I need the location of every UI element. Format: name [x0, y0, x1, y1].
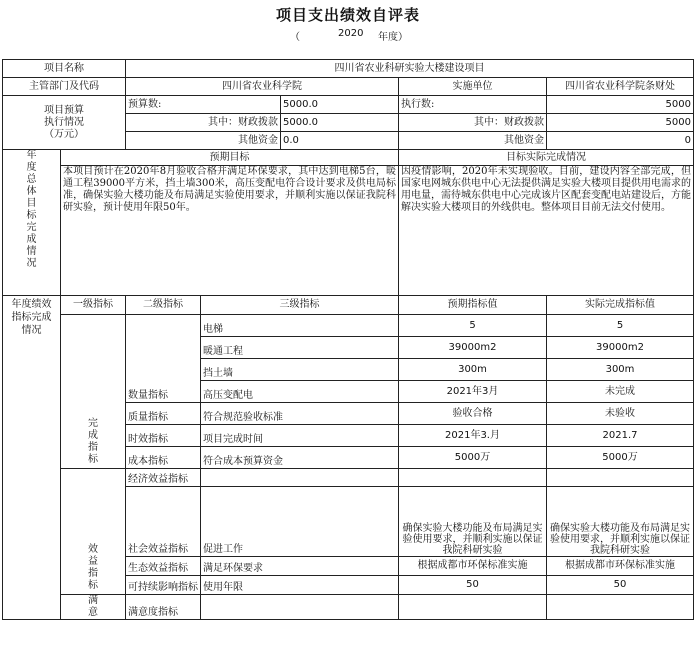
indicators-side-label: 年度绩效 指标完成 情况	[3, 296, 61, 620]
project-name-label: 项目名称	[3, 60, 126, 78]
expected-cell: 5	[399, 315, 547, 337]
level3-cell: 促进工作	[201, 487, 399, 557]
satisfaction-indicator-label: 满 意	[61, 595, 126, 620]
table-row	[3, 469, 694, 487]
fiscal-exec-label: 其中：财政拨款	[399, 114, 547, 132]
goals-text-row	[3, 166, 694, 296]
unit-value: 四川省农业科学院条财处	[547, 78, 694, 96]
budget-label-line-3: （万元）	[44, 128, 84, 140]
expected-cell: 300m	[399, 359, 547, 381]
fiscal-exec-value: 5000	[547, 114, 694, 132]
expected-cell: 50	[399, 576, 547, 595]
goals-header-row	[3, 150, 694, 166]
expected-cell: 验收合格	[399, 403, 547, 425]
dept-value: 四川省农业科学院	[126, 78, 399, 96]
level2-cell: 生态效益指标	[126, 557, 201, 576]
expected-cell	[399, 469, 547, 487]
actual-cell: 50	[547, 576, 694, 595]
budget-label: 预算数:	[126, 96, 281, 114]
level3-cell	[201, 469, 399, 487]
level3-cell: 符合规范验收标准	[201, 403, 399, 425]
self-evaluation-table	[2, 59, 694, 620]
budget-label-line-2: 执行情况	[44, 116, 84, 128]
actual-cell: 根据成都市环保标准实施	[547, 557, 694, 576]
actual-cell: 未验收	[547, 403, 694, 425]
other-exec-label: 其他资金	[399, 132, 547, 150]
other-budget-value: 0.0	[281, 132, 399, 150]
year-paren-open: （	[290, 32, 300, 43]
table-row	[3, 315, 694, 337]
table-row	[3, 595, 694, 620]
expected-cell: 根据成都市环保标准实施	[399, 557, 547, 576]
level3-cell: 电梯	[201, 315, 399, 337]
output-indicator-label: 完 成 指 标	[61, 315, 126, 469]
level3-cell	[201, 595, 399, 620]
col-actual: 实际完成指标值	[547, 296, 694, 315]
expected-cell: 2021年3.月	[399, 425, 547, 447]
level3-cell: 挡土墙	[201, 359, 399, 381]
benefit-indicator-label: 效 益 指 标	[61, 469, 126, 595]
actual-goal-text: 因疫情影响，2020年未实现验收。目前，建设内容全部完成，但国家电网城东供电中心无法提供满足实验大楼项目提供用电需求的用电量，需待城东供电中心完成该片区配套变配电站建设后，方能解决实验大楼项目的外线供电。整体项目目前无法交付使用。	[399, 166, 694, 296]
project-name-row	[3, 60, 694, 78]
level2-cell: 可持续影响指标	[126, 576, 201, 595]
actual-goal-header: 目标实际完成情况	[399, 150, 694, 166]
col-expected: 预期指标值	[399, 296, 547, 315]
level3-cell: 符合成本预算资金	[201, 447, 399, 469]
fiscal-label: 其中：财政拨款	[126, 114, 281, 132]
col-level2: 二级指标	[126, 296, 201, 315]
level3-cell: 高压变配电	[201, 381, 399, 403]
department-row	[3, 78, 694, 96]
actual-cell	[547, 469, 694, 487]
actual-cell	[547, 595, 694, 620]
actual-cell: 5000万	[547, 447, 694, 469]
actual-cell: 5	[547, 315, 694, 337]
expected-cell: 2021年3月	[399, 381, 547, 403]
level2-cell: 满意度指标	[126, 595, 201, 620]
actual-cell: 未完成	[547, 381, 694, 403]
actual-cell: 300m	[547, 359, 694, 381]
other-label: 其他资金	[126, 132, 281, 150]
actual-cell: 2021.7	[547, 425, 694, 447]
quantity-indicator-label: 数量指标	[126, 315, 201, 403]
actual-cell: 39000m2	[547, 337, 694, 359]
level2-cell: 经济效益指标	[126, 469, 201, 487]
year-suffix: 年度）	[378, 32, 408, 43]
level2-cell: 社会效益指标	[126, 487, 201, 557]
budget-label-line-1: 项目预算	[44, 104, 84, 116]
dept-label: 主管部门及代码	[3, 78, 126, 96]
expected-goal-header: 预期目标	[61, 150, 399, 166]
expected-cell	[399, 595, 547, 620]
fiscal-budget-value: 5000.0	[281, 114, 399, 132]
level2-cell: 质量指标	[126, 403, 201, 425]
year-value: 2020	[338, 28, 364, 39]
level3-cell: 使用年限	[201, 576, 399, 595]
col-level1: 一级指标	[61, 296, 126, 315]
level3-cell: 项目完成时间	[201, 425, 399, 447]
level3-cell: 暖通工程	[201, 337, 399, 359]
level2-cell: 成本指标	[126, 447, 201, 469]
budget-value: 5000.0	[281, 96, 399, 114]
actual-cell: 确保实验大楼功能及布局满足实验使用要求，并顺利实施以保证我院科研实验	[547, 487, 694, 557]
budget-section-label	[3, 96, 126, 150]
level3-cell: 满足环保要求	[201, 557, 399, 576]
indicator-header-row	[3, 296, 694, 315]
col-level3: 三级指标	[201, 296, 399, 315]
expected-cell: 5000万	[399, 447, 547, 469]
exec-label: 执行数:	[399, 96, 547, 114]
expected-goal-text: 本项目预计在2020年8月验收合格并满足环保要求，其中达到电梯5台，暖通工程39000平方米，挡土墙300米，高压变配电符合设计要求及供电局标准，确保实验大楼功能及布局满足实验使用要求，并顺利实施以保证我院科研实验，预计使用年限50年。	[61, 166, 399, 296]
expected-cell: 确保实验大楼功能及布局满足实验使用要求，并顺利实施以保证我院科研实验	[399, 487, 547, 557]
exec-value: 5000	[547, 96, 694, 114]
unit-label: 实施单位	[399, 78, 547, 96]
level2-cell: 时效指标	[126, 425, 201, 447]
expected-cell: 39000m2	[399, 337, 547, 359]
budget-row	[3, 96, 694, 114]
page-title: 项目支出绩效自评表	[275, 6, 420, 24]
other-exec-value: 0	[547, 132, 694, 150]
project-name-value: 四川省农业科研实验大楼建设项目	[126, 60, 694, 78]
goals-side-label: 年 度 总 体 目 标 完 成 情 况	[3, 150, 61, 296]
